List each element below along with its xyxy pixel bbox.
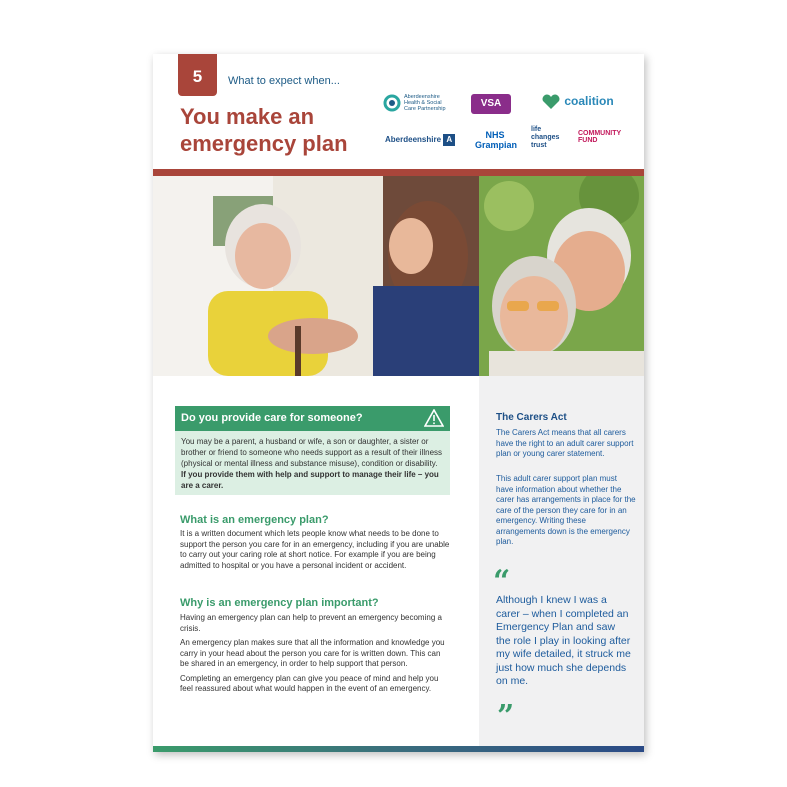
open-quote-icon: “ (493, 564, 511, 599)
callout-body: You may be a parent, a husband or wife, a son or daughter, a sister or brother or friend to someone who needs support as a result of their illness (physical or mental illness and substance misuse), condition or disability. If you provide them with help and support to manage their life – you are a carer. (175, 431, 450, 495)
section2-p2: An emergency plan makes sure that all the information and knowledge you carry in your head about the person you care for is written down. This can be shared in an emergency, in order to help support that person. (180, 638, 445, 668)
section1-paragraph: It is a written document which lets people know what needs to be done to support the person you care for in an emergency, including if you are unable to carry out your caring role at short notice. For example if you are being admitted to hospital or you have a personal incident or accident. (180, 529, 450, 570)
section1-heading: What is an emergency plan? (180, 514, 329, 526)
carers-act-heading: The Carers Act (496, 412, 567, 423)
title-line-2: emergency plan (180, 131, 348, 156)
callout-heading: Do you provide care for someone? (175, 406, 450, 431)
kicker-text: What to expect when... (228, 75, 340, 87)
logo-vsa: VSA (471, 94, 511, 114)
section-what-is (180, 514, 450, 575)
logo-coalition: coalition (541, 94, 614, 110)
section2-p3: Completing an emergency plan can give you peace of mind and help you feel reassured about what would happen in the event of an emergency. (180, 673, 439, 693)
photo-carer-illustration (153, 176, 479, 376)
header-divider (153, 169, 644, 176)
warning-icon (424, 409, 444, 427)
section-why-important (180, 597, 450, 699)
leaflet-page (153, 54, 644, 752)
section2-p1: Having an emergency plan can help to prevent an emergency becoming a crisis. (180, 613, 442, 633)
section2-heading: Why is an emergency plan important? (180, 597, 379, 609)
logo-community-fund: COMMUNITY FUND (578, 130, 622, 144)
callout-body-bold: If you provide them with help and support to manage their life – you are a carer. (181, 470, 439, 490)
carers-act-p1: The Carers Act means that all carers have the right to an adult carer support plan or young carer statement. (496, 428, 634, 458)
logo-aberdeenshire: Aberdeenshire A (385, 134, 455, 146)
photo-carer-and-older-woman (153, 176, 479, 376)
hscp-circle-icon (383, 94, 401, 112)
photo-older-couple (479, 176, 644, 376)
logo-aberdeenshire-hscp: Aberdeenshire Health & Social Care Partnership (383, 94, 453, 112)
carers-act-p2: This adult carer support plan must have information about whether the carer has arrangements in place for the care of the person they care for in an emergency. Writing these arrangements down is the emergency plan. (496, 474, 636, 546)
aberdeenshire-a-icon: A (443, 134, 455, 146)
logo-nhs-grampian: NHS Grampian (475, 130, 518, 150)
title-line-1: You make an (180, 104, 315, 129)
logo-life-changes-trust: life changes trust (531, 126, 560, 149)
page-title (180, 103, 380, 157)
photo-couple-illustration (479, 176, 644, 376)
footer-bar (153, 746, 644, 752)
close-quote-icon: ” (497, 699, 515, 734)
heart-icon (541, 94, 561, 110)
leaflet-number-badge: 5 (178, 54, 217, 96)
carer-quote: Although I knew I was a carer – when I completed an Emergency Plan and saw the role I play in looking after my wife detailed, it struck me just how much she depends on me. (496, 594, 631, 687)
